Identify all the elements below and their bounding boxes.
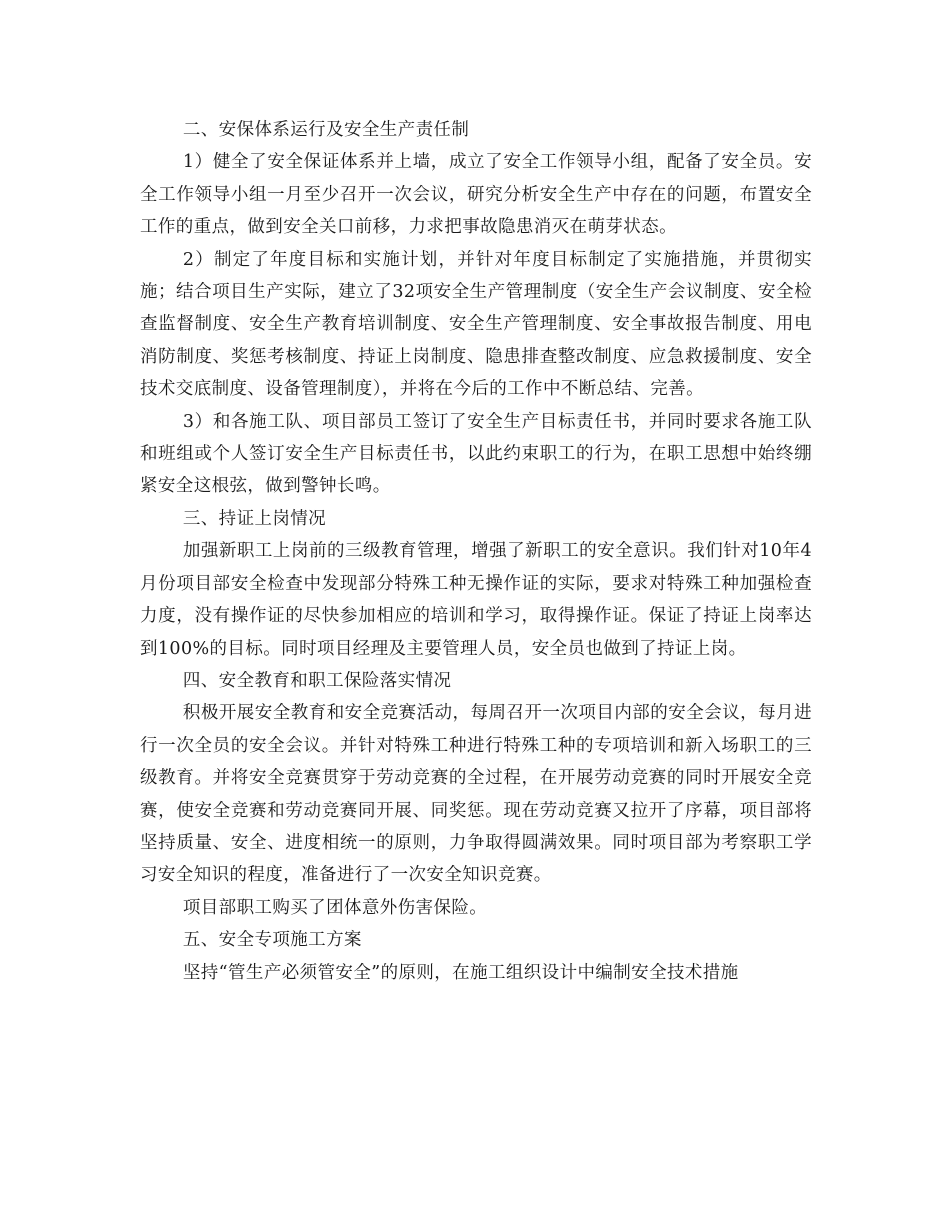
- section-heading-4: 四、安全教育和职工保险落实情况: [182, 670, 452, 691]
- document-body: [140, 114, 812, 989]
- section-heading-3: 三、持证上岗情况: [182, 508, 327, 529]
- paragraph-safety-education: 积极开展安全教育和安全竞赛活动，每周召开一次项目内部的安全会议，每月进行一次全员的安全会议。并针对特殊工种进行特殊工种的专项培训和新入场职工的三级教育。并将安全竞赛贯穿于劳动竞赛的全过程，在开展劳动竞赛的同时开展安全竞赛，使安全竞赛和劳动竞赛同开展、同奖惩。现在劳动竞赛又拉开了序幕，项目部将坚持质量、安全、进度相统一的原则，力争取得圆满效果。同时项目部为考察职工学习安全知识的程度，准备进行了一次安全知识竞赛。: [140, 703, 812, 886]
- paragraph-insurance: 项目部职工购买了团体意外伤害保险。: [182, 897, 488, 918]
- section-heading-5: 五、安全专项施工方案: [182, 930, 362, 951]
- paragraph-special-plans: 坚持“管生产必须管安全”的原则，在施工组织设计中编制安全技术措施: [182, 962, 739, 983]
- section-heading-2: 二、安保体系运行及安全生产责任制: [182, 120, 470, 140]
- paragraph-responsibility-letters: 3）和各施工队、项目部员工签订了安全生产目标责任书，并同时要求各施工队和班组或个人签订安全生产目标责任书，以此约束职工的行为，在职工思想中始终绷紧安全这根弦，做到警钟长鸣。: [140, 411, 812, 497]
- paragraph-certification: 加强新职工上岗前的三级教育管理，增强了新职工的安全意识。我们针对10年4月份项目部安全检查中发现部分特殊工种无操作证的实际，要求对特殊工种加强检查力度，没有操作证的尽快参加相应的培训和学习，取得操作证。保证了持证上岗率达到100%的目标。同时项目经理及主要管理人员，安全员也做到了持证上岗。: [140, 541, 812, 659]
- paragraph-annual-targets: 2）制定了年度目标和实施计划，并针对年度目标制定了实施措施，并贯彻实施；结合项目生产实际，建立了32项安全生产管理制度（安全生产会议制度、安全检查监督制度、安全生产教育培训制度、安全生产管理制度、安全事故报告制度、用电消防制度、奖惩考核制度、持证上岗制度、隐患排查整改制度、应急救援制度、安全技术交底制度、设备管理制度），并将在今后的工作中不断总结、完善。: [140, 249, 812, 400]
- paragraph-safety-system: 1）健全了安全保证体系并上墙，成立了安全工作领导小组，配备了安全员。安全工作领导小组一月至少召开一次会议，研究分析安全生产中存在的问题，布置安全工作的重点，做到安全关口前移，力求把事故隐患消灭在萌芽状态。: [140, 152, 812, 238]
